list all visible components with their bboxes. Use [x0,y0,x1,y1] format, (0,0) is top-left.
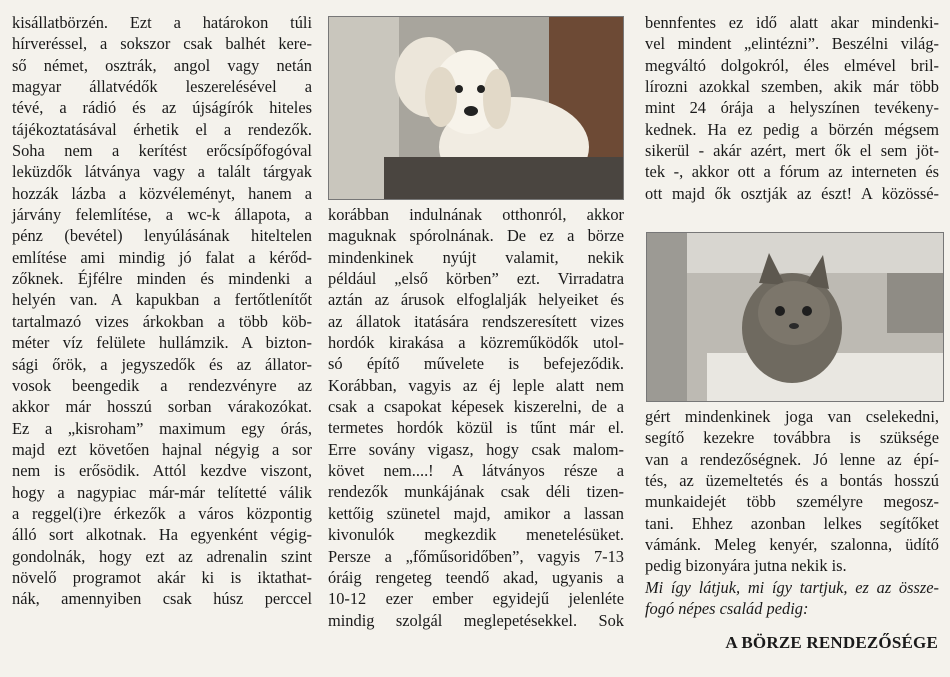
text-line: Soha nem a kerítést erőcsípőfogóval [12,141,312,161]
text-line: tani. Ehhez azonban lelkes segítőket [645,513,939,533]
text-line: vámánk. Meleg kenyér, szalonna, üdítő [645,535,939,555]
text-line: Erre sovány vigasz, hogy csak malom- [328,439,624,459]
text-line: hírveréssel, a sokszor csak balhét kere- [12,34,312,54]
text-line: fogó népes család pedig: [645,599,809,619]
text-line: ott majd ők osztják az észt! A közössé- [645,183,939,203]
text-line: tés, az üzemeltetés és a bontás hosszú [645,471,939,491]
text-line: lírozni azokkal szemben, akik már több [645,77,939,97]
text-line: megváltó dolgokról, éles elmével bril- [645,55,939,75]
text-line: majd ezt követően hajnal négyig a sor [12,439,312,459]
text-line: ső német, osztrák, angol vagy netán [12,55,312,75]
article-column-2 [328,204,624,631]
text-line: a reggel(i)re érkezők a város központig [12,503,312,523]
text-line: leküzdők látványa vagy a talált tárgyak [12,162,312,182]
text-line: vosok beengedik a rendezvényre az [12,375,312,395]
text-line: hogy a nagypiac már-már telítetté válik [12,482,312,502]
kitten-photo [646,232,944,402]
text-line: például „első körben” ezt. Virradatra [328,269,624,289]
text-line: csak a csapokat képesek kiszerelni, de a [328,397,624,417]
text-line: pedig bizonyára jutna nekik is. [645,556,847,576]
text-line: Ez a „kisroham” maximum egy órás, [12,418,312,438]
text-line: gért mindenkinek joga van cselekedni, [645,407,939,426]
article-column-3-top [645,12,939,204]
text-line: említése ami mindig jó falat a kérőd- [12,247,312,267]
text-line: kivonulók megkezdik menetelésüket. [328,525,624,545]
text-line: munkaidejét több személyre megosz- [645,492,939,512]
text-line: mint 24 órája a helyszínen tevékeny- [645,98,939,118]
puppy-image-icon [329,17,623,199]
text-line: aztán az árusok elfoglalják helyeiket és [328,290,624,310]
text-line: akkor már hosszú sorban várakozókat. [12,397,312,417]
text-line: nem is erősödik. Attól kezdve viszont, [12,461,312,481]
text-line: Persze a „főműsoridőben”, vagyis 7-13 [328,546,624,566]
text-line: zőknek. Éjfélre minden és mindenki a [12,269,312,289]
text-line: sági őrök, a jegyszedők és az állator- [12,354,312,374]
text-line: segítő kezekre továbbra is szüksége [645,428,939,448]
text-line: sikerül - akár azért, mert ők el sem jöt- [645,141,939,161]
text-line: tévé, a rádió és az újságírók hiteles [12,98,312,118]
text-line: 10-12 ezer ember egyidejű jelenléte [328,589,624,609]
text-line: magyar állatvédők leszerelésével a [12,77,312,97]
text-line: tartalmazó vizes árkokban a több köb- [12,311,312,331]
article-column-3-bottom [645,406,939,619]
kitten-image-icon [647,233,943,401]
text-line: tek -, akkor ott a fórum az interneten és [645,162,939,182]
signature: A BÖRZE RENDEZŐSÉGE [725,633,938,652]
article-column-1 [12,12,312,610]
text-line: kednek. Ha ez pedig a börzén mégsem [645,119,939,139]
text-line: gondolnák, hogy ezt az adrenalin szint [12,546,312,566]
text-line: járvány felemlítése, a wc-k állapota, a [12,205,312,225]
text-line: óráig rengeteg teendő akad, ugyanis a [328,567,624,587]
text-line: nák, amennyiben csak húsz perccel [12,589,312,609]
text-line: tájékoztatásával érhetik el a rendezők. [12,119,312,139]
text-line: rendezők munkájának csak déli tizen- [328,482,624,502]
puppy-photo [328,16,624,200]
text-line: mindig szolgál meglepetésekkel. Sok [328,610,624,630]
text-line: álló sort alkotnak. Ha egyenként végig- [12,525,312,545]
text-line: hordók kirakása a közreműködők utol- [328,333,624,353]
text-line: kisállatbörzén. Ezt a határokon túli [12,13,312,32]
text-line: növelő programot akár ki is iktathat- [12,567,312,587]
text-line: korábban indulnának otthonról, akkor [328,205,624,224]
column-3-bottom-text [645,406,939,577]
text-line: méter víz felülete hullámzik. A bizton- [12,333,312,353]
closing-italic-text [645,577,939,620]
text-line: kettőig szünetel majd, amikor a lassan [328,503,624,523]
text-line: pénz (bevétel) lenyúlásának hiteltelen [12,226,312,246]
text-line: az állatok itatására rendszeresített vizes [328,311,624,331]
text-line: helyén van. A kapukban a fertőtlenítőt [12,290,312,310]
text-line: Mi így látjuk, mi így tartjuk, ez az össze- [645,577,939,597]
text-line: maguknak spórolnának. De ez a börze [328,226,624,246]
text-line: van a rendezőségnek. Jó lenne az épí- [645,449,939,469]
text-line: vel mindent „elintézni”. Beszélni világ- [645,34,939,54]
text-line: Korábban, vagyis az éj leple alatt nem [328,375,624,395]
text-line: só építő művelete is befejeződik. [328,354,624,374]
text-line: bennfentes ez idő alatt akar mindenki- [645,13,939,32]
text-line: hozzák lázba a közvéleményt, hanem a [12,183,312,203]
text-line: mindenkinek nyújt valamit, nekik [328,247,624,267]
text-line: termetes hordók közül is tűnt már el. [328,418,624,438]
text-line: követ nem....! A látványos része a [328,461,624,481]
